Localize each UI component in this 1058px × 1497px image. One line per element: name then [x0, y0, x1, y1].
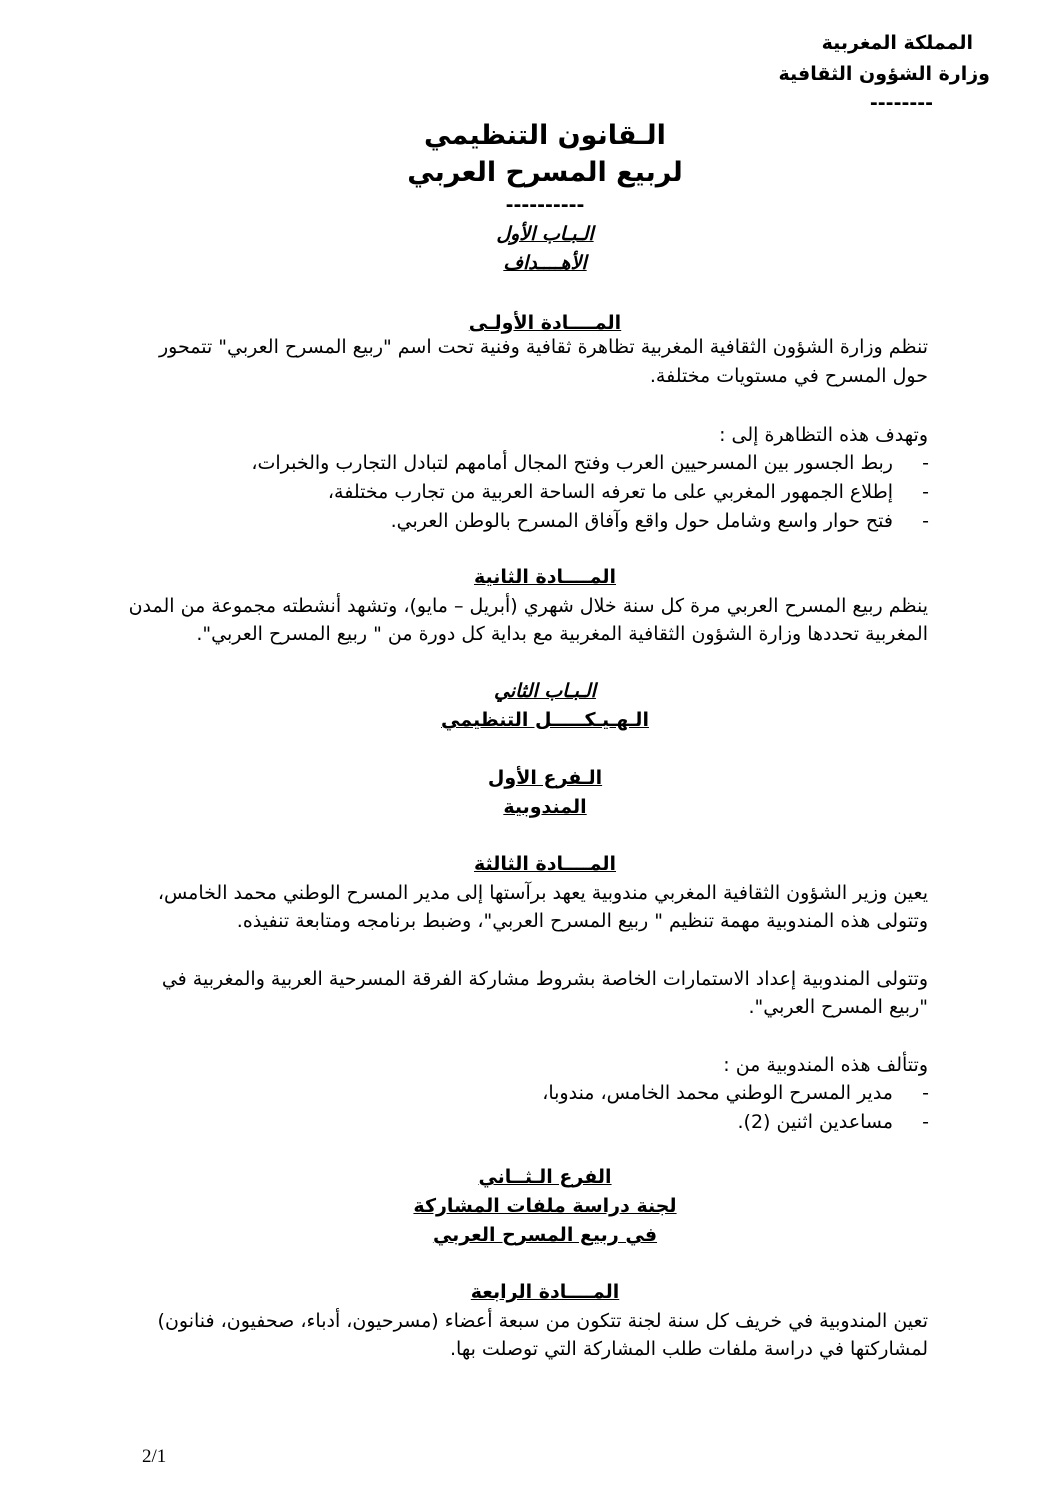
bullet-dash: -: [922, 452, 929, 474]
page-title: الـقانون التنظيمي: [424, 120, 666, 151]
goal-text: فتح حوار واسع وشامل حول واقع وآفاق المسرح بالوطن العربي.: [390, 510, 893, 532]
goal-text: ربط الجسور بين المسرحيين العرب وفتح المجال أمامهم لتبادل التجارب والخبرات،: [251, 452, 893, 474]
article3-heading: المــــادة الثالثة: [473, 853, 617, 875]
bullet-dash: -: [922, 481, 929, 503]
article1-text-line: تنظم وزارة الشؤون الثقافية المغربية تظاهرة ثقافية وفنية تحت اسم "ربيع المسرح العربي" تتمحور: [158, 336, 928, 358]
section2-subtitle: لجنة دراسة ملفات المشاركة: [413, 1195, 677, 1217]
article3-text-line: "ربيع المسرح العربي".: [748, 996, 928, 1018]
article4-text-line: تعين المندوبية في خريف كل سنة لجنة تتكون من سبعة أعضاء (مسرحيون، أدباء، صحفيون، فنانون): [157, 1310, 928, 1332]
article3-text-line: وتتولى هذه المندوبية مهمة تنظيم " ربيع المسرح العربي"، وضبط برنامجه ومتابعة تنفيذه.: [236, 910, 928, 932]
article1-goal-item: [251, 452, 929, 474]
article3-text-line: وتتولى المندوبية إعداد الاستمارات الخاصة بشروط مشاركة الفرقة المسرحية العربية والمغربية في: [161, 968, 928, 990]
article3-text-line: يعين وزير الشؤون الثقافية المغربي مندوبية يعهد برآستها إلى مدير المسرح الوطني محمد الخامس،: [157, 882, 928, 904]
title-separator: ----------: [505, 194, 585, 216]
article1-goal-item: [327, 481, 929, 503]
member-text: مدير المسرح الوطني محمد الخامس، مندوبا،: [542, 1082, 893, 1104]
member-text: مساعدين اثنين (2).: [737, 1111, 893, 1133]
article4-heading: المــــادة الرابعة: [470, 1281, 620, 1303]
bullet-dash: -: [922, 510, 929, 532]
header-kingdom: المملكة المغربية: [821, 32, 973, 54]
section1-title: الـفرع الأول: [487, 767, 603, 789]
article3-member-item: [542, 1082, 929, 1104]
part2-title: الـبـاب الثاني: [494, 680, 596, 702]
page-number: 2/1: [142, 1446, 167, 1467]
article2-text-line: ينظم ربيع المسرح العربي مرة كل سنة خلال شهري (أبريل – مايو)، وتشهد أنشطته مجموعة من المدن: [128, 595, 928, 617]
header-ministry: وزارة الشؤون الثقافية: [778, 63, 990, 85]
bullet-dash: -: [922, 1082, 929, 1104]
article4-text-line: لمشاركتها في دراسة ملفات طلب المشاركة التي توصلت بها.: [450, 1338, 928, 1360]
article3-members-intro: وتتألف هذه المندوبية من :: [723, 1054, 928, 1076]
article1-text-line: حول المسرح في مستويات مختلفة.: [649, 365, 928, 387]
article1-goal-item: [390, 510, 929, 532]
section2-title: الفرع الـثــاني: [478, 1166, 612, 1188]
page-subtitle: لربيع المسرح العربي: [407, 157, 683, 188]
goal-text: إطلاع الجمهور المغربي على ما تعرفه الساحة العربية من تجارب مختلفة،: [327, 481, 893, 503]
part1-subtitle: الأهــــداف: [503, 252, 587, 274]
article2-heading: المــــادة الثانية: [473, 566, 617, 588]
article1-heading: المــــادة الأولـى: [468, 312, 622, 334]
section1-subtitle: المندوبية: [503, 796, 587, 818]
part1-title: الـبـاب الأول: [496, 223, 594, 245]
article2-text-line: المغربية تحددها وزارة الشؤون الثقافية المغربية مع بداية كل دورة من " ربيع المسرح العربي".: [196, 623, 928, 645]
section2-subtitle: في ربيع المسرح العربي: [432, 1224, 658, 1246]
bullet-dash: -: [922, 1111, 929, 1133]
header-separator: --------: [869, 92, 933, 114]
article3-member-item: [737, 1111, 929, 1133]
article1-goals-intro: وتهدف هذه التظاهرة إلى :: [719, 424, 928, 446]
part2-subtitle: الـهـيـكـــــل التنظيمي: [441, 709, 649, 731]
